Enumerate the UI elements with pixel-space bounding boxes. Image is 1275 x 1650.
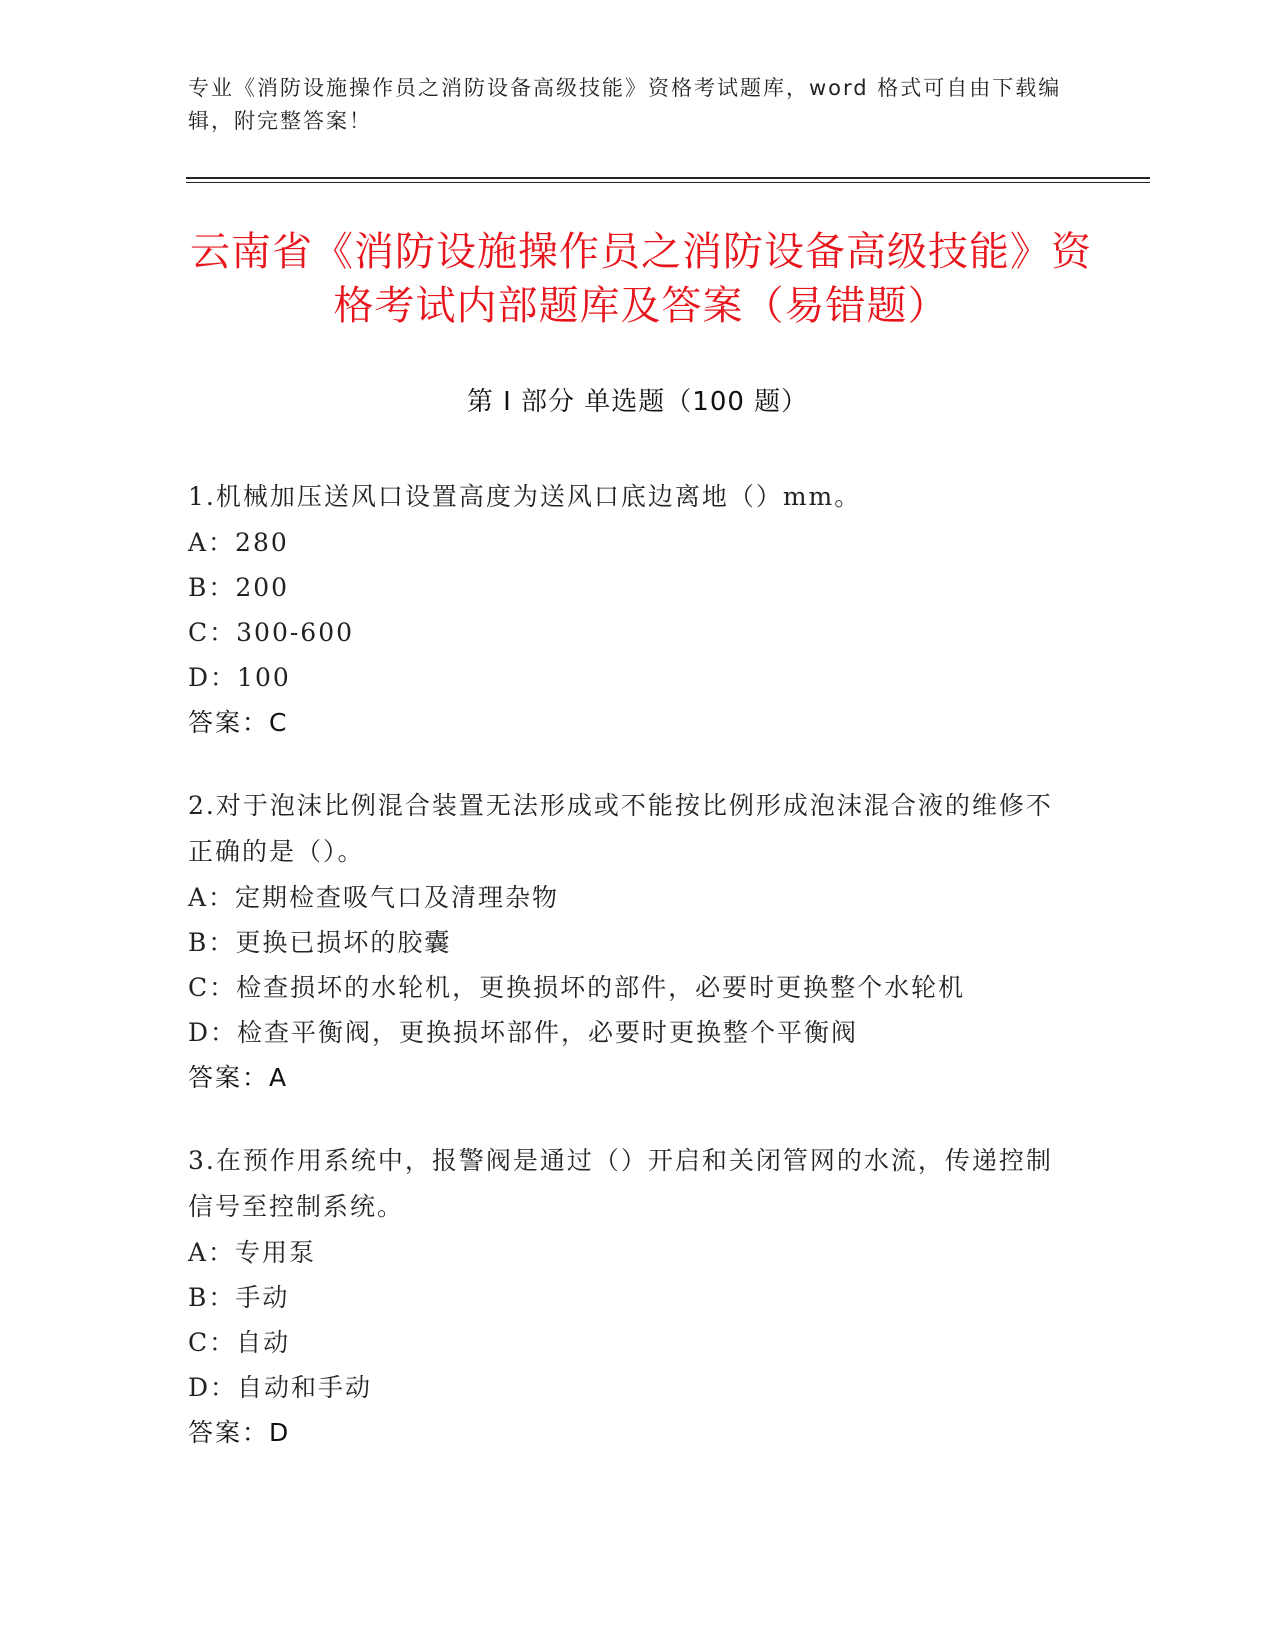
question-stem: 1.机械加压送风口设置高度为送风口底边离地（）mm。: [188, 482, 862, 511]
question-2: [188, 783, 1068, 1100]
option-a: A：280: [188, 528, 289, 557]
option-b: B：更换已损坏的胶囊: [188, 928, 452, 957]
question-3: [188, 1138, 1068, 1455]
question-stem: 2.对于泡沫比例混合装置无法形成或不能按比例形成泡沫混合液的维修不正确的是（）。: [188, 791, 1053, 866]
option-c: C：300-600: [188, 618, 355, 647]
option-a: A：专用泵: [188, 1238, 317, 1267]
question-1: [188, 474, 1068, 745]
option-d: D：100: [188, 663, 291, 692]
option-b: B：手动: [188, 1283, 290, 1312]
option-c: C：自动: [188, 1328, 291, 1357]
header-divider-thin: [186, 182, 1150, 183]
header-divider-thick: [186, 177, 1150, 179]
section-heading: 第 I 部分 单选题（100 题）: [466, 387, 809, 417]
intro-text: 专业《消防设施操作员之消防设备高级技能》资格考试题库，word 格式可自由下载编辑，附完整答案！: [188, 76, 1062, 133]
option-c: C：检查损坏的水轮机，更换损坏的部件，必要时更换整个水轮机: [188, 973, 966, 1002]
option-d: D：检查平衡阀，更换损坏部件，必要时更换整个平衡阀: [188, 1018, 859, 1047]
answer-line: 答案：C: [188, 708, 289, 737]
answer-line: 答案：A: [188, 1063, 289, 1092]
option-b: B：200: [188, 573, 290, 602]
answer-line: 答案：D: [188, 1418, 291, 1447]
option-a: A：定期检查吸气口及清理杂物: [188, 883, 560, 912]
question-stem: 3.在预作用系统中，报警阀是通过（）开启和关闭管网的水流，传递控制信号至控制系统。: [188, 1146, 1053, 1221]
document-title: 云南省《消防设施操作员之消防设备高级技能》资格考试内部题库及答案（易错题）: [190, 229, 1092, 329]
option-d: D：自动和手动: [188, 1373, 373, 1402]
question-list: [188, 474, 1068, 1493]
